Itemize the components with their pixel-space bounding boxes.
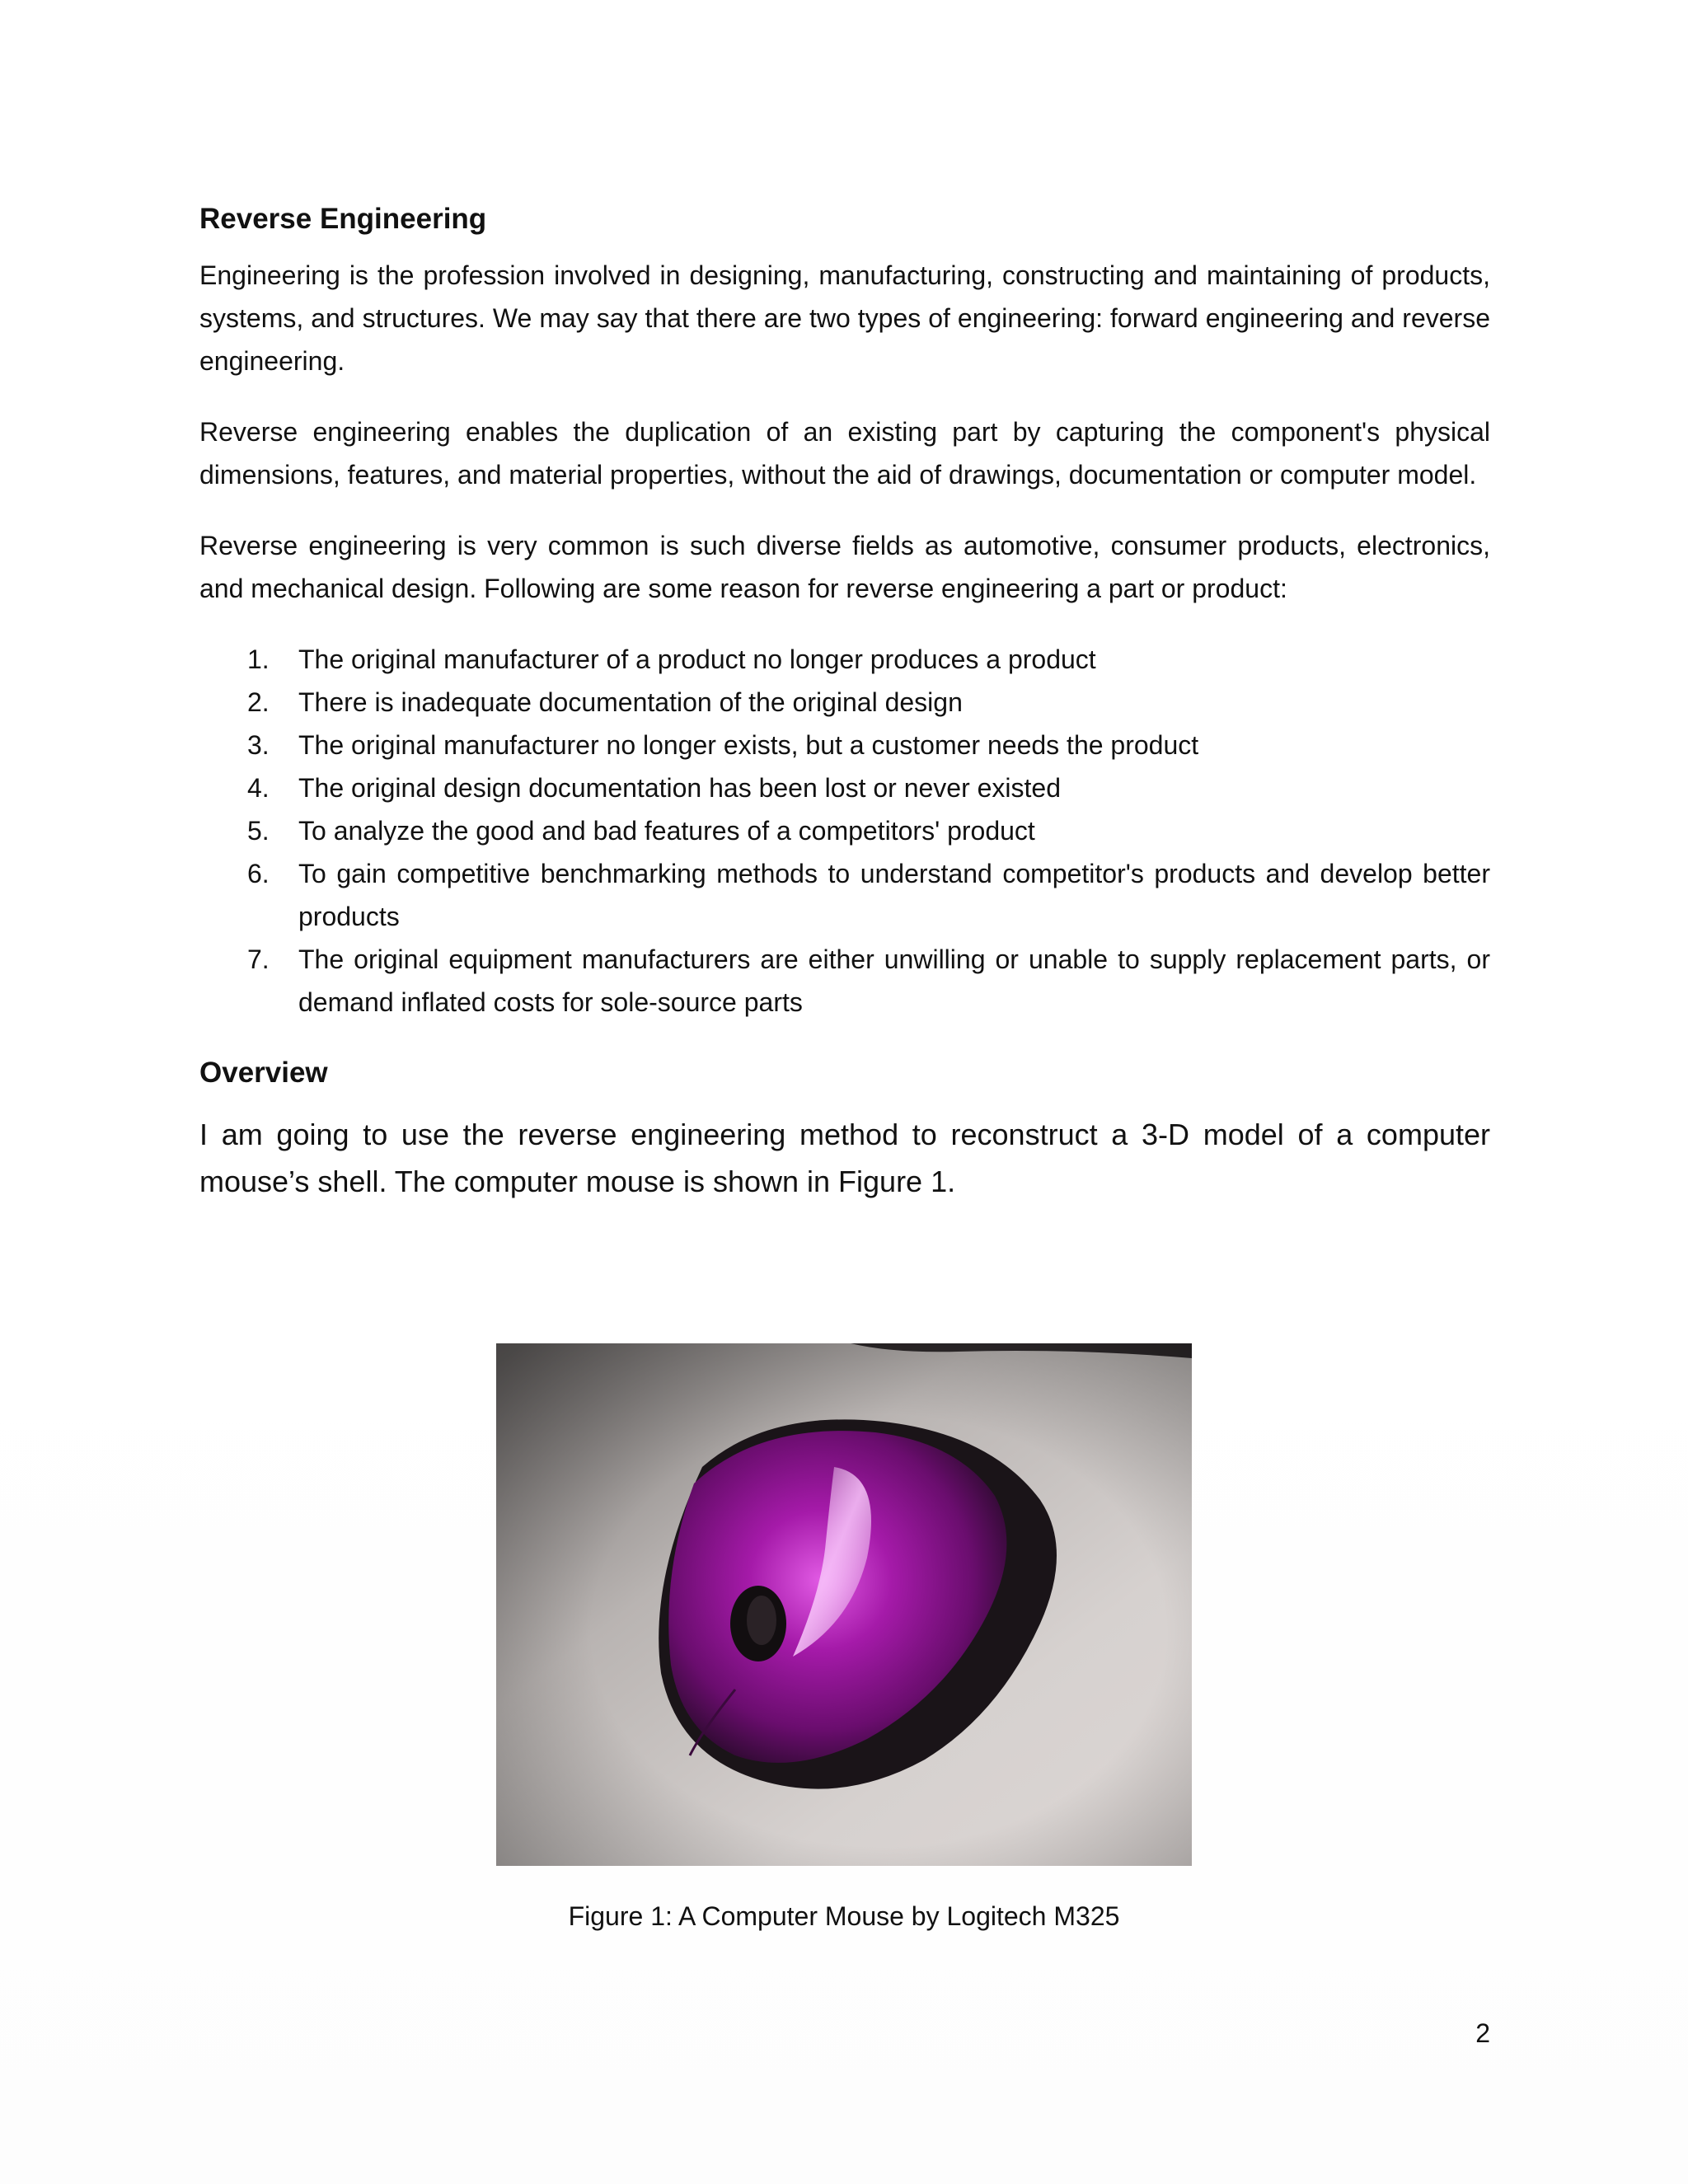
photo-vignette xyxy=(496,1343,1192,1866)
paragraph-1: Engineering is the profession involved in designing, manufacturing, constructing and maintaining of products, systems, and structures. We may say that there are two types of engineering: forward engineering and reverse engineering. xyxy=(199,260,1490,376)
paragraph-2: Reverse engineering enables the duplication of an existing part by capturing the component's physical dimensions, features, and material properties, without the aid of drawings, documentation or computer model. xyxy=(199,417,1490,490)
figure-computer-mouse-photo xyxy=(496,1343,1192,1866)
paragraph-3: Reverse engineering is very common is such diverse fields as automotive, consumer products, electronics, and mechanical design. Following are some reason for reverse engineering a part or product: xyxy=(199,531,1490,603)
list-number: 4. xyxy=(247,773,270,803)
list-number: 2. xyxy=(247,687,270,717)
list-number: 7. xyxy=(247,944,270,974)
list-text: The original design documentation has been lost or never existed xyxy=(298,773,1062,803)
list-text: To gain competitive benchmarking methods to understand competitor's products and develop better products xyxy=(298,859,1490,931)
list-item xyxy=(199,638,1490,681)
heading-reverse-engineering: Reverse Engineering xyxy=(199,203,487,235)
list-item xyxy=(199,852,1490,938)
heading-overview: Overview xyxy=(199,1057,328,1089)
figure-caption: Figure 1: A Computer Mouse by Logitech M325 xyxy=(568,1901,1120,1931)
page-number: 2 xyxy=(1475,2018,1490,2048)
list-item xyxy=(199,766,1490,809)
reasons-list xyxy=(199,638,1490,1024)
computer-mouse-photo xyxy=(496,1343,1192,1866)
list-item xyxy=(199,938,1490,1024)
list-text: To analyze the good and bad features of a competitors' product xyxy=(298,816,1035,846)
list-text: There is inadequate documentation of the original design xyxy=(298,687,963,717)
list-number: 1. xyxy=(247,644,270,674)
list-text: The original manufacturer no longer exists, but a customer needs the product xyxy=(298,730,1199,760)
page-content xyxy=(199,194,1490,1205)
list-item xyxy=(199,724,1490,766)
list-number: 5. xyxy=(247,816,270,846)
overview-paragraph: I am going to use the reverse engineering method to reconstruct a 3-D model of a computer mouse’s shell. The computer mouse is shown in Figure 1. xyxy=(199,1118,1490,1198)
list-text: The original manufacturer of a product no longer produces a product xyxy=(298,644,1096,674)
list-item xyxy=(199,681,1490,724)
list-item xyxy=(199,809,1490,852)
list-number: 6. xyxy=(247,859,270,888)
list-text: The original equipment manufacturers are either unwilling or unable to supply replacement parts, or demand inflated costs for sole-source parts xyxy=(298,944,1490,1017)
list-number: 3. xyxy=(247,730,270,760)
